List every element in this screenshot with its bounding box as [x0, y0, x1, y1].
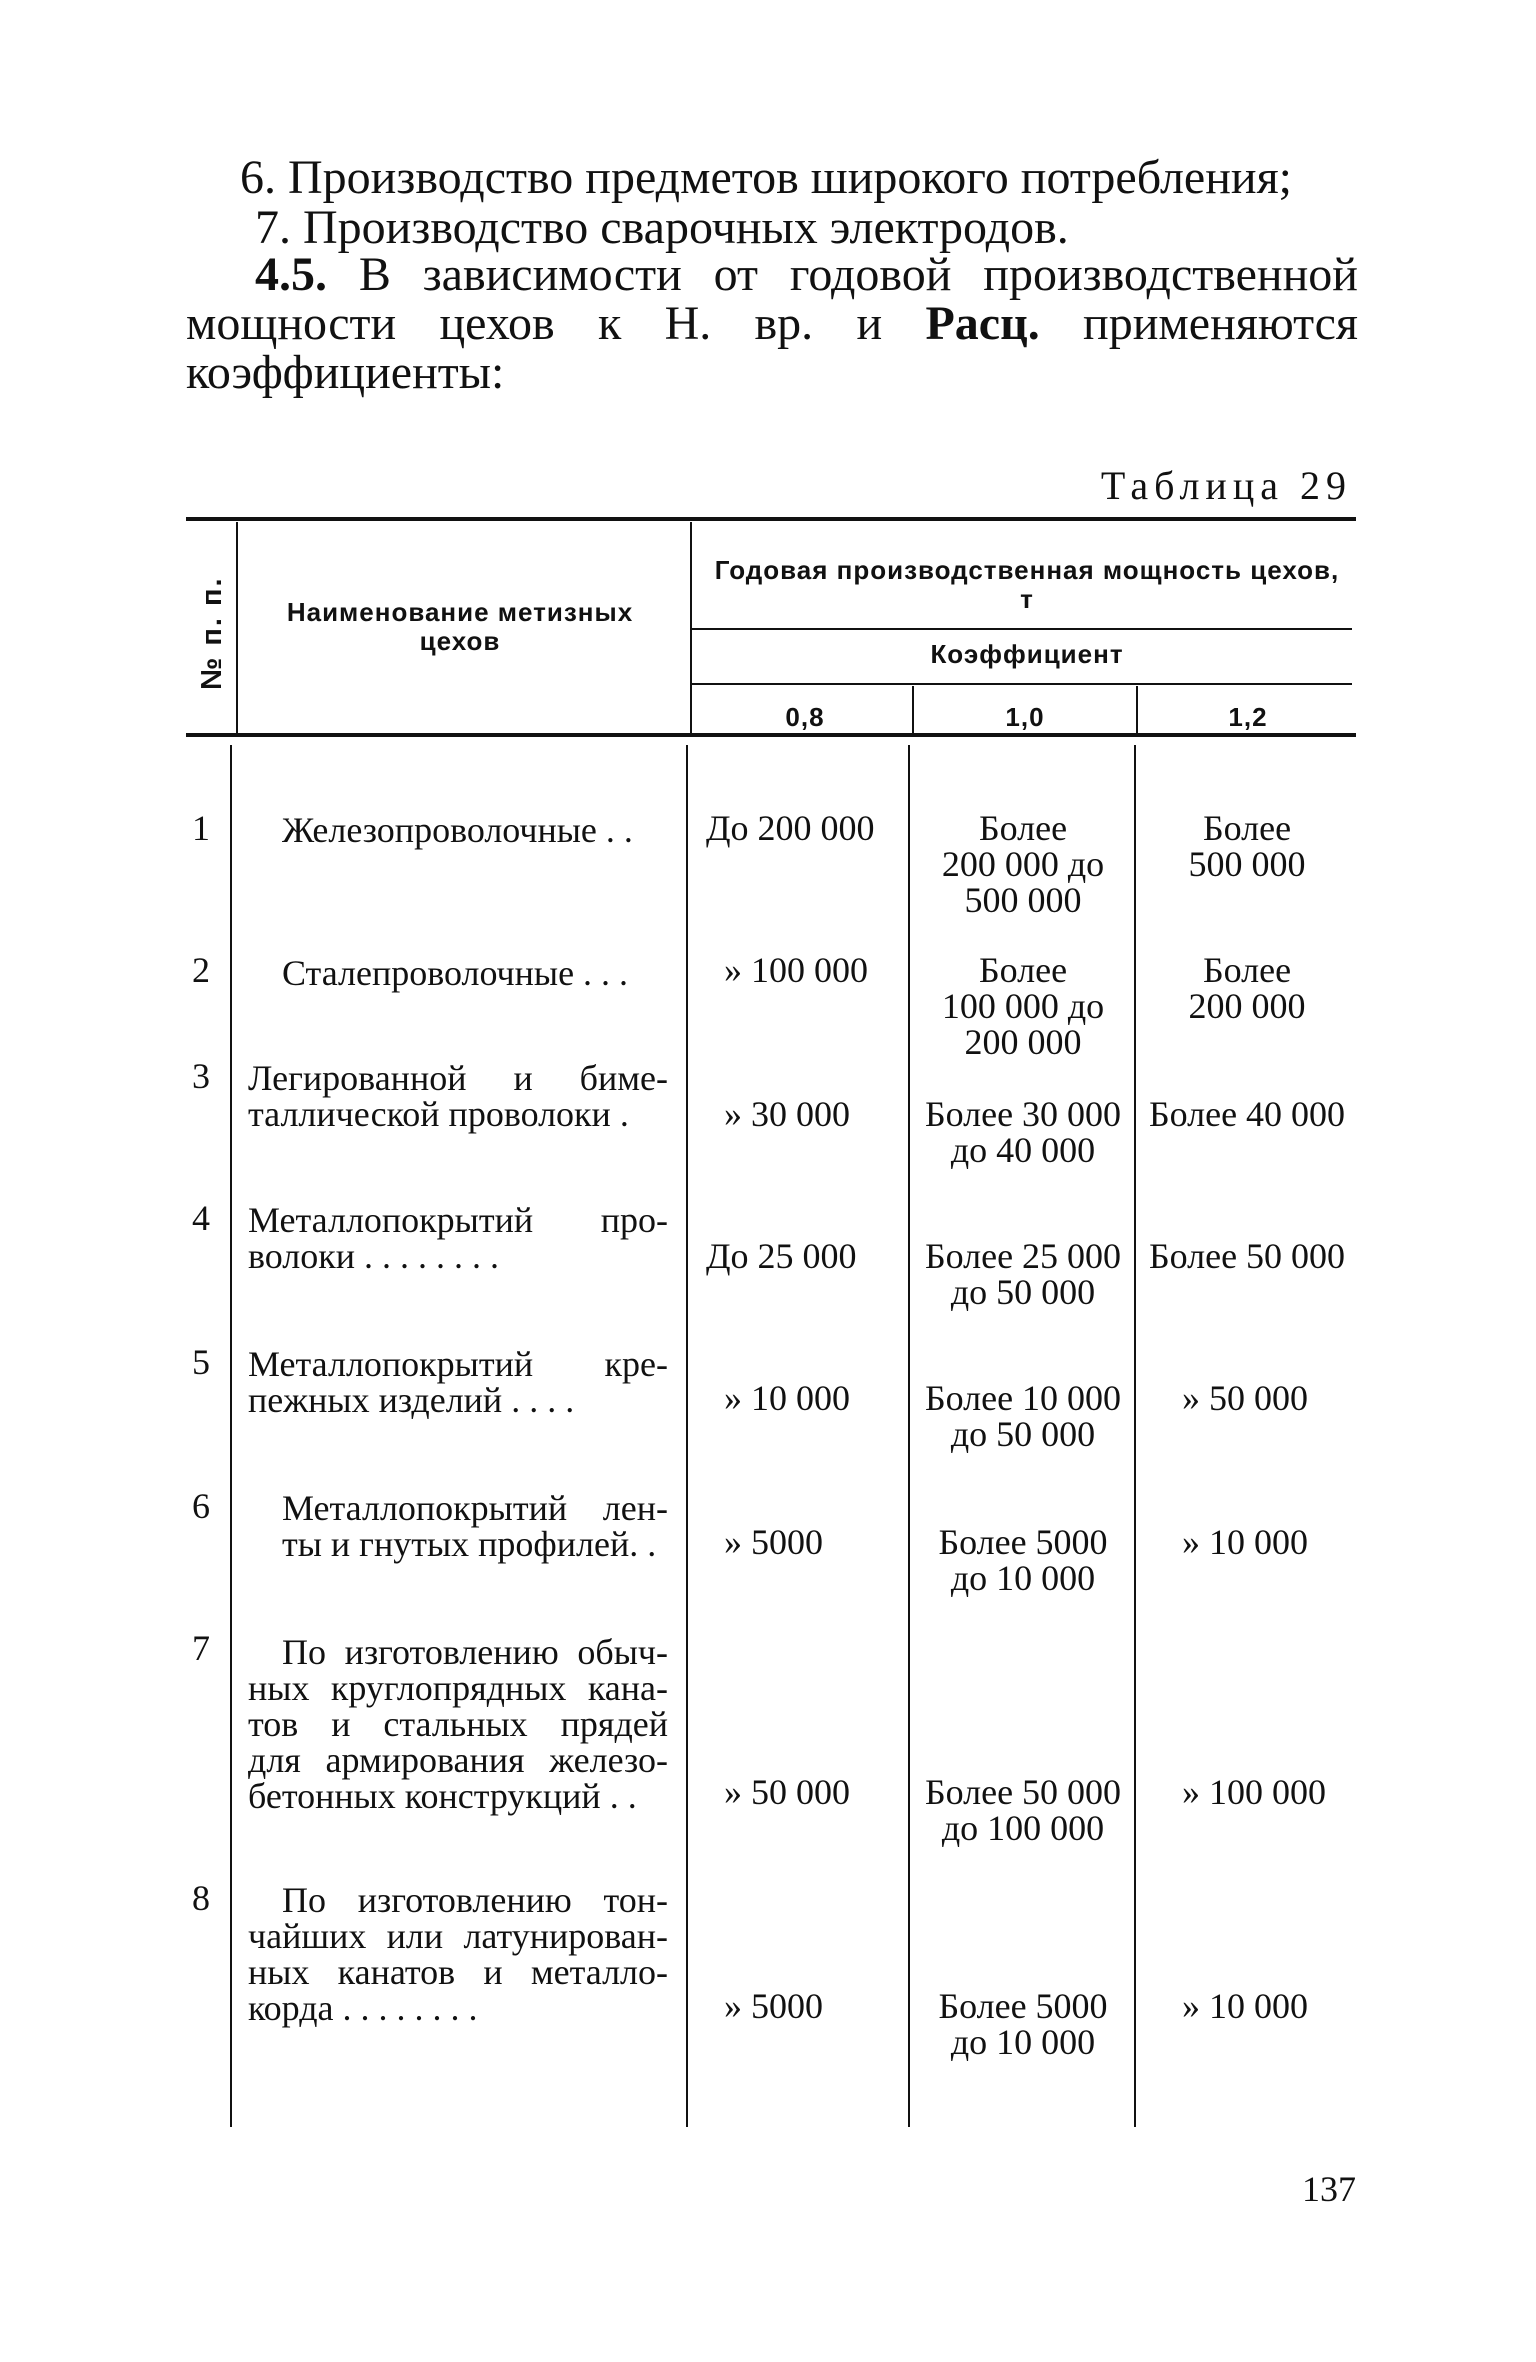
list-item-6: 6. Производство предметов широкого потребления; [240, 151, 1292, 204]
c10-line: до 100 000 [941, 1808, 1105, 1848]
row-name: Железопроволочные . . [282, 810, 633, 850]
row-c08: » 100 000 [724, 950, 868, 990]
paragraph-text: В зависимости от годовой производственной мощности цехов к [186, 248, 1358, 350]
name-line: По изготовлению обыч- [282, 1632, 668, 1672]
table-top-rule [186, 517, 1356, 521]
row-c08: » 30 000 [724, 1094, 850, 1134]
row-c08: » 50 000 [724, 1772, 850, 1812]
c10-line: до 50 000 [950, 1272, 1096, 1312]
header-vline-3 [912, 686, 914, 733]
row-name [248, 1060, 668, 1132]
c10-line: 200 000 [964, 1022, 1082, 1062]
row-c12 [1138, 952, 1356, 1024]
row-number: 4 [192, 1198, 210, 1238]
row-c10 [912, 952, 1134, 1060]
row-c08: До 25 000 [706, 1236, 857, 1276]
row-c12 [1182, 1774, 1326, 1810]
c10-line: Более 25 000 [924, 1236, 1122, 1276]
name-line: таллической проволоки . [248, 1094, 629, 1134]
c10-line: Более [978, 808, 1068, 848]
paragraph-4-5 [186, 250, 1358, 397]
list-item-7: 7. Производство сварочных электродов. [255, 201, 1069, 254]
row-c08: » 5000 [724, 1986, 823, 2026]
header-col-08: 0,8 [785, 702, 825, 732]
c10-line: до 10 000 [950, 1558, 1096, 1598]
row-name [248, 1346, 668, 1418]
header-vline-1 [236, 522, 238, 733]
name-line: для армирования железо- [248, 1740, 668, 1780]
name-line: пежных изделий . . . . [248, 1380, 575, 1420]
c10-line: до 10 000 [950, 2022, 1096, 2062]
name-line: ты и гнутых профилей. . [282, 1524, 657, 1564]
name-line: Металлопокрытий лен- [282, 1488, 668, 1528]
row-c08: » 10 000 [724, 1378, 850, 1418]
row-c08: До 200 000 [706, 808, 875, 848]
row-c10 [910, 1988, 1136, 2060]
row-name [248, 1202, 668, 1274]
header-num: № п. п. [196, 576, 228, 690]
c10-line: Более 5000 [938, 1986, 1108, 2026]
c10-line: Более 30 000 [924, 1094, 1122, 1134]
row-c10 [910, 1380, 1136, 1452]
row-c12 [1182, 1988, 1308, 2024]
row-c10 [912, 810, 1134, 918]
name-line: чайших или латунирован- [248, 1916, 668, 1956]
c10-line: Более 50 000 [924, 1772, 1122, 1812]
row-name [282, 1490, 668, 1562]
header-sub-rule [692, 628, 1352, 630]
c12-line: » 10 000 [1182, 1522, 1308, 1562]
row-number: 2 [192, 950, 210, 990]
c10-line: Более 10 000 [924, 1378, 1122, 1418]
c10-line: 200 000 до [941, 844, 1105, 884]
name-line: Легированной и биме- [248, 1058, 668, 1098]
header-vline-2 [690, 522, 692, 733]
c12-line: Более [1202, 808, 1292, 848]
body-vline-2 [686, 745, 688, 2127]
term-hvr: Н. вр. [664, 297, 814, 350]
c12-line: » 10 000 [1182, 1986, 1308, 2026]
row-c12 [1138, 1238, 1356, 1274]
name-line: По изготовлению тон- [282, 1880, 668, 1920]
name-line: Металлопокрытий про- [248, 1200, 668, 1240]
c10-line: до 40 000 [950, 1130, 1096, 1170]
section-number: 4.5. [255, 248, 327, 301]
row-name: Сталепроволочные . . . [282, 953, 629, 993]
header-vline-4 [1136, 686, 1138, 733]
c10-line: до 50 000 [950, 1414, 1096, 1454]
name-line: волоки . . . . . . . . [248, 1236, 499, 1276]
row-c12 [1182, 1380, 1308, 1416]
page-number: 137 [1302, 2169, 1356, 2209]
row-number: 6 [192, 1486, 210, 1526]
c12-line: » 100 000 [1182, 1772, 1326, 1812]
table-header-bottom-rule [186, 733, 1356, 737]
c12-line: Более 50 000 [1148, 1236, 1346, 1276]
row-c10 [910, 1774, 1136, 1846]
header-name: Наименование метизных цехов [286, 597, 634, 656]
term-rasc: Расц. [925, 297, 1040, 350]
c10-line: 500 000 [964, 880, 1082, 920]
header-coeff-rule [692, 683, 1352, 685]
name-line: ных канатов и металло- [248, 1952, 668, 1992]
c12-line: Более 40 000 [1148, 1094, 1346, 1134]
body-vline-1 [230, 745, 232, 2127]
header-col-12: 1,2 [1228, 702, 1268, 732]
row-c10 [910, 1524, 1136, 1596]
row-number: 1 [192, 808, 210, 848]
row-c12 [1182, 1524, 1308, 1560]
row-name [248, 1634, 668, 1814]
name-line: ных круглопрядных кана- [248, 1668, 668, 1708]
table-caption: Таблица 29 [1100, 463, 1352, 508]
row-number: 7 [192, 1628, 210, 1668]
c12-line: 500 000 [1188, 844, 1306, 884]
header-capacity: Годовая производственная мощность цехов, т [714, 555, 1340, 614]
row-c08: » 5000 [724, 1522, 823, 1562]
row-c10 [910, 1096, 1136, 1168]
name-line: тов и стальных прядей [248, 1704, 668, 1744]
c12-line: » 50 000 [1182, 1378, 1308, 1418]
header-coefficient: Коэффициент [930, 639, 1124, 669]
c12-line: Более [1202, 950, 1292, 990]
header-col-10: 1,0 [1005, 702, 1045, 732]
c10-line: Более 5000 [938, 1522, 1108, 1562]
name-line: бетонных конструкций . . [248, 1776, 637, 1816]
row-number: 5 [192, 1342, 210, 1382]
row-name [248, 1882, 668, 2026]
row-c12 [1138, 810, 1356, 882]
name-line: корда . . . . . . . . [248, 1988, 478, 2028]
row-number: 8 [192, 1878, 210, 1918]
c12-line: 200 000 [1188, 986, 1306, 1026]
row-c12 [1138, 1096, 1356, 1132]
row-number: 3 [192, 1056, 210, 1096]
c10-line: 100 000 до [941, 986, 1105, 1026]
conjunction: и [813, 297, 926, 350]
name-line: Металлопокрытий кре- [248, 1344, 668, 1384]
paragraph-text-end: применяются коэффициенты: [186, 297, 1359, 399]
row-c10 [910, 1238, 1136, 1310]
c10-line: Более [978, 950, 1068, 990]
